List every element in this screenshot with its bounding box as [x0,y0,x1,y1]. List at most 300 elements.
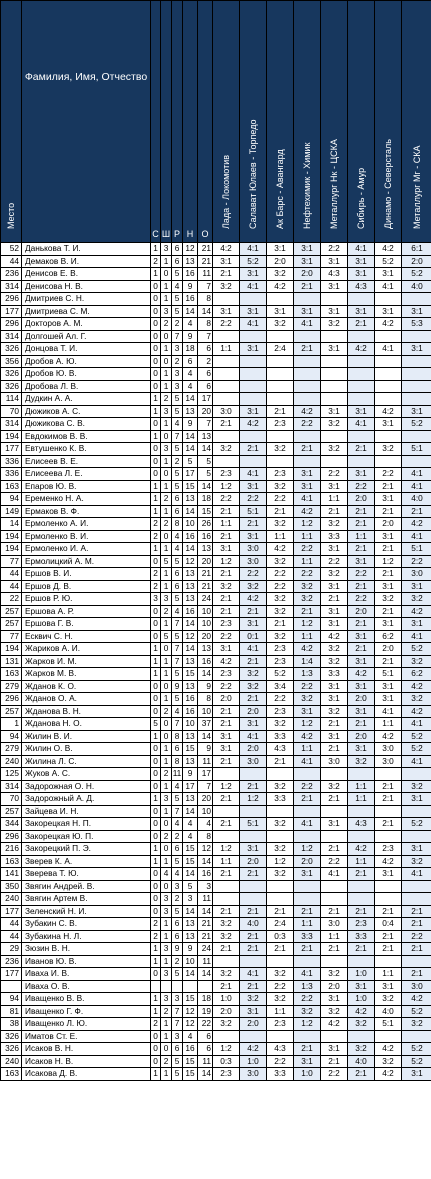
stat-o-cell: 9 [198,680,213,693]
match-score-cell: 3:2 [402,593,431,606]
match-score-cell: 2:1 [402,943,431,956]
stat-r-cell: 7 [172,1018,183,1031]
stat-n-cell: 5 [183,880,198,893]
stat-s-cell: 0 [151,755,161,768]
stat-n-cell: 14 [183,805,198,818]
stat-sh-cell [161,980,172,993]
match-score-cell: 4:2 [348,843,375,856]
name-cell: Исаков Н. В. [22,1055,151,1068]
match-score-cell: 3:1 [375,580,402,593]
stat-o-cell: 11 [198,268,213,281]
match-score-cell: 3:2 [267,818,294,831]
match-score-cell: 3:1 [375,418,402,431]
match-score-cell: 3:0 [240,555,267,568]
table-row [1,1043,431,1056]
match-score-cell: 4:2 [321,1018,348,1031]
match-score-cell: 2:1 [294,1043,321,1056]
place-cell: 177 [1,968,22,981]
match-score-cell: 2:1 [267,505,294,518]
match-score-cell [213,380,240,393]
stat-o-cell: 17 [198,768,213,781]
stat-sh-cell: 1 [161,293,172,306]
stat-sh-cell: 0 [161,643,172,656]
table-row [1,393,431,406]
table-row [1,655,431,668]
match-score-cell: 2:1 [294,443,321,456]
stat-r-cell: 5 [172,443,183,456]
stat-o-cell: 21 [198,918,213,931]
name-cell: Дробов А. Ю. [22,355,151,368]
match-score-cell: 5:2 [375,255,402,268]
stat-r-cell: 6 [172,1043,183,1056]
match-score-cell: 5:2 [402,1055,431,1068]
place-cell: 141 [1,868,22,881]
match-score-cell [375,893,402,906]
match-score-cell: 4:2 [294,405,321,418]
stat-s-cell: 0 [151,318,161,331]
match-score-cell [267,955,294,968]
match-score-cell [375,393,402,406]
match-score-cell: 3:2 [267,605,294,618]
stat-o-cell: 7 [198,780,213,793]
place-cell: 1 [1,718,22,731]
match-score-cell: 3:1 [348,743,375,756]
table-row [1,480,431,493]
match-score-cell [267,455,294,468]
match-score-cell: 3:1 [375,980,402,993]
stat-sh-cell: 1 [161,743,172,756]
match-score-cell: 3:2 [321,1005,348,1018]
stat-s-cell: 1 [151,393,161,406]
match-score-cell: 2:2 [267,693,294,706]
match-score-cell: 3:2 [321,443,348,456]
stat-sh-cell: 0 [161,818,172,831]
name-cell: Зубакина Н. Л. [22,930,151,943]
name-cell: Задорожный А. Д. [22,793,151,806]
match-score-cell [240,455,267,468]
stat-o-cell: 7 [198,330,213,343]
stat-o-cell: 3 [198,880,213,893]
match-score-cell: 2:0 [348,693,375,706]
stat-sh-cell: 3 [161,893,172,906]
stat-sh-cell: 1 [161,693,172,706]
place-cell: 94 [1,993,22,1006]
match-score-cell: 3:1 [321,255,348,268]
match-score-cell: 1:0 [294,1068,321,1081]
stat-n-cell: 4 [183,318,198,331]
name-cell: Еременко Н. А. [22,493,151,506]
match-score-cell: 2:1 [240,943,267,956]
header-stat-n: Н [183,1,198,243]
stat-o-cell: 7 [198,418,213,431]
match-score-cell: 3:1 [213,743,240,756]
match-score-cell: 5:2 [402,730,431,743]
stat-r-cell: 11 [172,768,182,778]
stat-n-cell: 16 [183,268,198,281]
stat-n-cell: 15 [183,668,198,681]
place-cell: 81 [1,1005,22,1018]
match-score-cell: 3:2 [240,668,267,681]
match-score-cell: 2:2 [213,680,240,693]
match-score-cell: 2:1 [294,905,321,918]
stat-n-cell: 13 [183,755,198,768]
stat-sh-cell: 0 [161,843,172,856]
stat-sh-cell: 1 [161,780,172,793]
table-row [1,318,431,331]
stat-n-cell: 13 [183,655,198,668]
stat-n-cell: 13 [183,255,198,268]
match-score-cell [213,830,240,843]
match-score-cell: 1:2 [294,718,321,731]
match-score-cell: 2:1 [348,318,375,331]
match-score-cell: 3:2 [348,1043,375,1056]
match-score-cell: 2:2 [321,555,348,568]
match-score-cell: 1:2 [267,855,294,868]
match-score-cell: 4:2 [402,993,431,1006]
match-score-cell: 3:1 [321,680,348,693]
table-row [1,543,431,556]
match-score-cell [348,368,375,381]
match-score-cell [402,1030,431,1043]
stat-r-cell: 6 [172,505,183,518]
table-row [1,555,431,568]
match-score-cell: 2:1 [348,543,375,556]
match-score-cell: 1:1 [321,930,348,943]
stat-o-cell: 14 [198,968,213,981]
table-row [1,955,431,968]
name-cell: Жданов К. О. [22,680,151,693]
stat-sh-cell: 3 [161,793,172,806]
match-score-cell: 3:2 [267,718,294,731]
place-cell: 177 [1,443,22,456]
place-cell: 216 [1,843,22,856]
table-row [1,305,431,318]
match-score-cell: 2:1 [375,818,402,831]
stat-n-cell: 15 [183,480,198,493]
place-cell: 344 [1,818,22,831]
match-score-cell: 3:1 [294,868,321,881]
stat-sh-cell: 1 [161,668,172,681]
match-score-cell [348,293,375,306]
match-score-cell [348,393,375,406]
match-score-cell: 2:2 [294,543,321,556]
stat-sh-cell: 0 [161,680,172,693]
match-score-cell: 3:2 [267,318,294,331]
header-row [1,1,431,243]
match-score-cell [267,355,294,368]
match-score-cell: 2:1 [375,793,402,806]
match-score-cell: 4:3 [348,280,375,293]
place-cell: 177 [1,305,22,318]
match-score-cell [213,955,240,968]
stat-r-cell: 7 [172,618,183,631]
match-score-cell: 2:1 [402,968,431,981]
match-score-cell: 2:2 [213,493,240,506]
stat-n-cell: 13 [183,493,198,506]
stat-r-cell: 5 [172,555,183,568]
match-score-cell: 2:1 [375,605,402,618]
match-score-cell: 1:1 [294,918,321,931]
match-score-cell: 2:1 [375,568,402,581]
match-score-cell [267,893,294,906]
match-score-cell [402,805,431,818]
match-score-cell: 2:0 [240,855,267,868]
table-row [1,405,431,418]
match-score-cell: 2:1 [240,930,267,943]
match-score-cell: 2:1 [294,605,321,618]
match-score-cell: 2:2 [321,1068,348,1081]
match-score-cell: 3:2 [321,780,348,793]
place-cell: 336 [1,468,22,481]
stat-o-cell: 6 [198,343,213,356]
match-score-cell: 2:1 [267,905,294,918]
match-score-cell: 2:1 [294,280,321,293]
match-score-cell: 2:4 [267,918,294,931]
name-cell: Ершов В. И. [22,568,151,581]
place-cell: 257 [1,618,22,631]
match-score-cell: 2:1 [213,705,240,718]
match-score-cell: 1:1 [213,855,240,868]
table-row [1,580,431,593]
stat-r-cell: 6 [172,930,183,943]
stat-s-cell: 1 [151,405,161,418]
match-score-cell: 3:1 [402,618,431,631]
match-score-cell: 1:1 [294,530,321,543]
match-score-cell: 2:3 [267,643,294,656]
match-score-cell: 3:1 [321,993,348,1006]
stat-s-cell: 0 [151,805,161,818]
stat-sh-cell: 0 [161,355,172,368]
match-score-cell: 2:1 [375,543,402,556]
table-row [1,1068,431,1081]
table-row [1,793,431,806]
stat-sh-cell: 1 [161,755,172,768]
match-score-cell [267,830,294,843]
match-score-cell: 3:1 [240,405,267,418]
stat-s-cell: 0 [151,443,161,456]
match-score-cell: 3:1 [294,255,321,268]
match-score-cell: 3:1 [240,718,267,731]
stat-o-cell: 8 [198,693,213,706]
stat-o-cell: 20 [198,555,213,568]
table-row [1,255,431,268]
stat-r-cell: 2 [172,955,183,968]
name-cell: Задорожная О. Н. [22,780,151,793]
stat-s-cell: 0 [151,368,161,381]
match-score-cell: 3:2 [375,993,402,1006]
table-row [1,780,431,793]
stat-sh-cell: 2 [161,830,172,843]
match-score-cell: 2:0 [348,730,375,743]
stat-n-cell: 13 [183,930,198,943]
place-cell: 44 [1,918,22,931]
match-score-cell: 4:3 [348,818,375,831]
match-score-cell: 3:1 [348,555,375,568]
match-score-cell [348,893,375,906]
table-row [1,1030,431,1043]
match-score-cell: 4:1 [294,493,321,506]
table-row [1,430,431,443]
match-score-cell [402,293,431,306]
match-score-cell: 3:2 [402,855,431,868]
stat-o-cell: 8 [198,318,213,331]
stat-n-cell: 13 [183,793,198,806]
match-score-cell [375,955,402,968]
table-row [1,668,431,681]
match-score-cell: 4:2 [375,1043,402,1056]
match-score-cell [267,805,294,818]
stat-r-cell: 5 [172,793,183,806]
name-cell: Жданова Н. О. [22,718,151,731]
match-score-cell: 2:1 [348,718,375,731]
match-score-cell: 2:2 [267,568,294,581]
name-cell: Иващенко Г. Ф. [22,1005,151,1018]
match-score-cell: 4:2 [402,605,431,618]
match-score-cell: 3:1 [375,305,402,318]
match-score-cell [321,805,348,818]
match-score-cell: 3:2 [213,918,240,931]
match-score-cell: 2:1 [348,943,375,956]
table-row [1,518,431,531]
place-cell: 194 [1,530,22,543]
stat-sh-cell: 1 [161,1030,172,1043]
place-cell: 240 [1,1055,22,1068]
match-score-cell [321,380,348,393]
stat-s-cell: 1 [151,955,161,968]
table-row [1,680,431,693]
name-cell: Дробова Л. В. [22,380,151,393]
match-score-cell: 3:2 [375,1055,402,1068]
stat-n-cell: 9 [183,330,198,343]
match-score-cell: 2:1 [267,405,294,418]
stat-sh-cell: 2 [161,518,172,531]
match-score-cell: 2:2 [213,630,240,643]
table-row [1,880,431,893]
match-score-cell: 3:2 [294,1005,321,1018]
match-score-cell: 4:2 [240,593,267,606]
name-cell: Дюжикова С. В. [22,418,151,431]
match-score-cell: 4:2 [375,855,402,868]
place-cell: 44 [1,568,22,581]
match-score-cell: 3:2 [267,480,294,493]
match-score-cell [267,293,294,306]
match-score-cell [348,430,375,443]
stat-r-cell: 5 [172,268,183,281]
stat-r-cell: 3 [172,993,183,1006]
match-score-cell: 2:3 [213,668,240,681]
match-score-cell: 4:1 [294,318,321,331]
place-cell: 336 [1,455,22,468]
stat-s-cell: 0 [151,1030,161,1043]
name-cell: Иваха О. В. [22,980,151,993]
stat-n-cell: 4 [183,818,198,831]
table-row [1,980,431,993]
match-score-cell: 3:4 [267,680,294,693]
name-cell: Иванов Ю. В. [22,955,151,968]
table-row [1,1055,431,1068]
stat-n-cell: 14 [183,443,198,456]
table-row [1,718,431,731]
match-score-cell: 2:1 [267,618,294,631]
stat-n-cell: 15 [183,855,198,868]
table-row [1,868,431,881]
name-cell: Закорецкая Н. П. [22,818,151,831]
match-score-cell: 4:2 [294,505,321,518]
match-score-cell: 3:1 [375,268,402,281]
match-score-cell: 2:2 [294,680,321,693]
match-score-cell [321,893,348,906]
match-score-cell: 3:0 [321,918,348,931]
match-score-cell [402,893,431,906]
match-score-cell [267,430,294,443]
name-cell: Звягин Андрей. В. [22,880,151,893]
match-score-cell: 3:3 [294,930,321,943]
match-score-cell: 5:2 [240,255,267,268]
match-score-cell: 3:1 [348,255,375,268]
match-score-cell: 2:0 [348,605,375,618]
match-score-cell: 2:1 [213,718,240,731]
match-score-cell: 3:1 [348,305,375,318]
header-stat-sh: Ш [161,1,172,243]
match-score-cell [213,330,240,343]
match-score-cell: 2:2 [294,568,321,581]
place-cell: 22 [1,593,22,606]
stat-s-cell [151,980,161,993]
match-score-cell: 3:2 [240,993,267,1006]
match-score-cell [240,293,267,306]
match-score-cell: 2:1 [213,793,240,806]
name-cell: Исакова Д. В. [22,1068,151,1081]
match-score-cell: 5:2 [402,643,431,656]
place-cell [1,980,22,993]
match-score-cell: 1:3 [294,668,321,681]
match-score-cell: 4:1 [294,968,321,981]
match-score-cell: 2:1 [321,843,348,856]
match-score-cell [240,805,267,818]
match-score-cell: 5:2 [267,668,294,681]
match-score-cell: 4:1 [240,468,267,481]
name-cell: Елисеева Л. Е. [22,468,151,481]
match-score-cell: 3:1 [348,405,375,418]
stat-n-cell: 16 [183,293,198,306]
stat-r-cell: 8 [172,518,183,531]
match-score-cell: 3:2 [267,968,294,981]
stat-s-cell: 2 [151,518,161,531]
match-score-cell: 2:1 [213,980,240,993]
match-score-cell: 2:2 [348,568,375,581]
match-score-cell: 3:2 [213,1018,240,1031]
match-score-cell: 4:2 [213,655,240,668]
stat-sh-cell: 0 [161,430,172,443]
stat-sh-cell: 2 [161,318,172,331]
stat-n-cell: 12 [183,555,198,568]
match-score-cell [294,330,321,343]
stat-sh-cell: 3 [161,405,172,418]
stat-n-cell [183,980,198,993]
place-cell: 149 [1,505,22,518]
stat-sh-cell: 0 [161,718,172,731]
match-score-cell: 2:3 [348,918,375,931]
stat-r-cell: 3 [172,880,183,893]
match-score-cell [321,830,348,843]
stat-r-cell: 6 [172,255,183,268]
stat-s-cell: 1 [151,1005,161,1018]
match-score-cell: 3:2 [267,268,294,281]
table-body [1,243,431,1081]
match-score-cell [267,393,294,406]
name-cell: Зайцева И. Н. [22,805,151,818]
stat-n-cell: 12 [183,630,198,643]
